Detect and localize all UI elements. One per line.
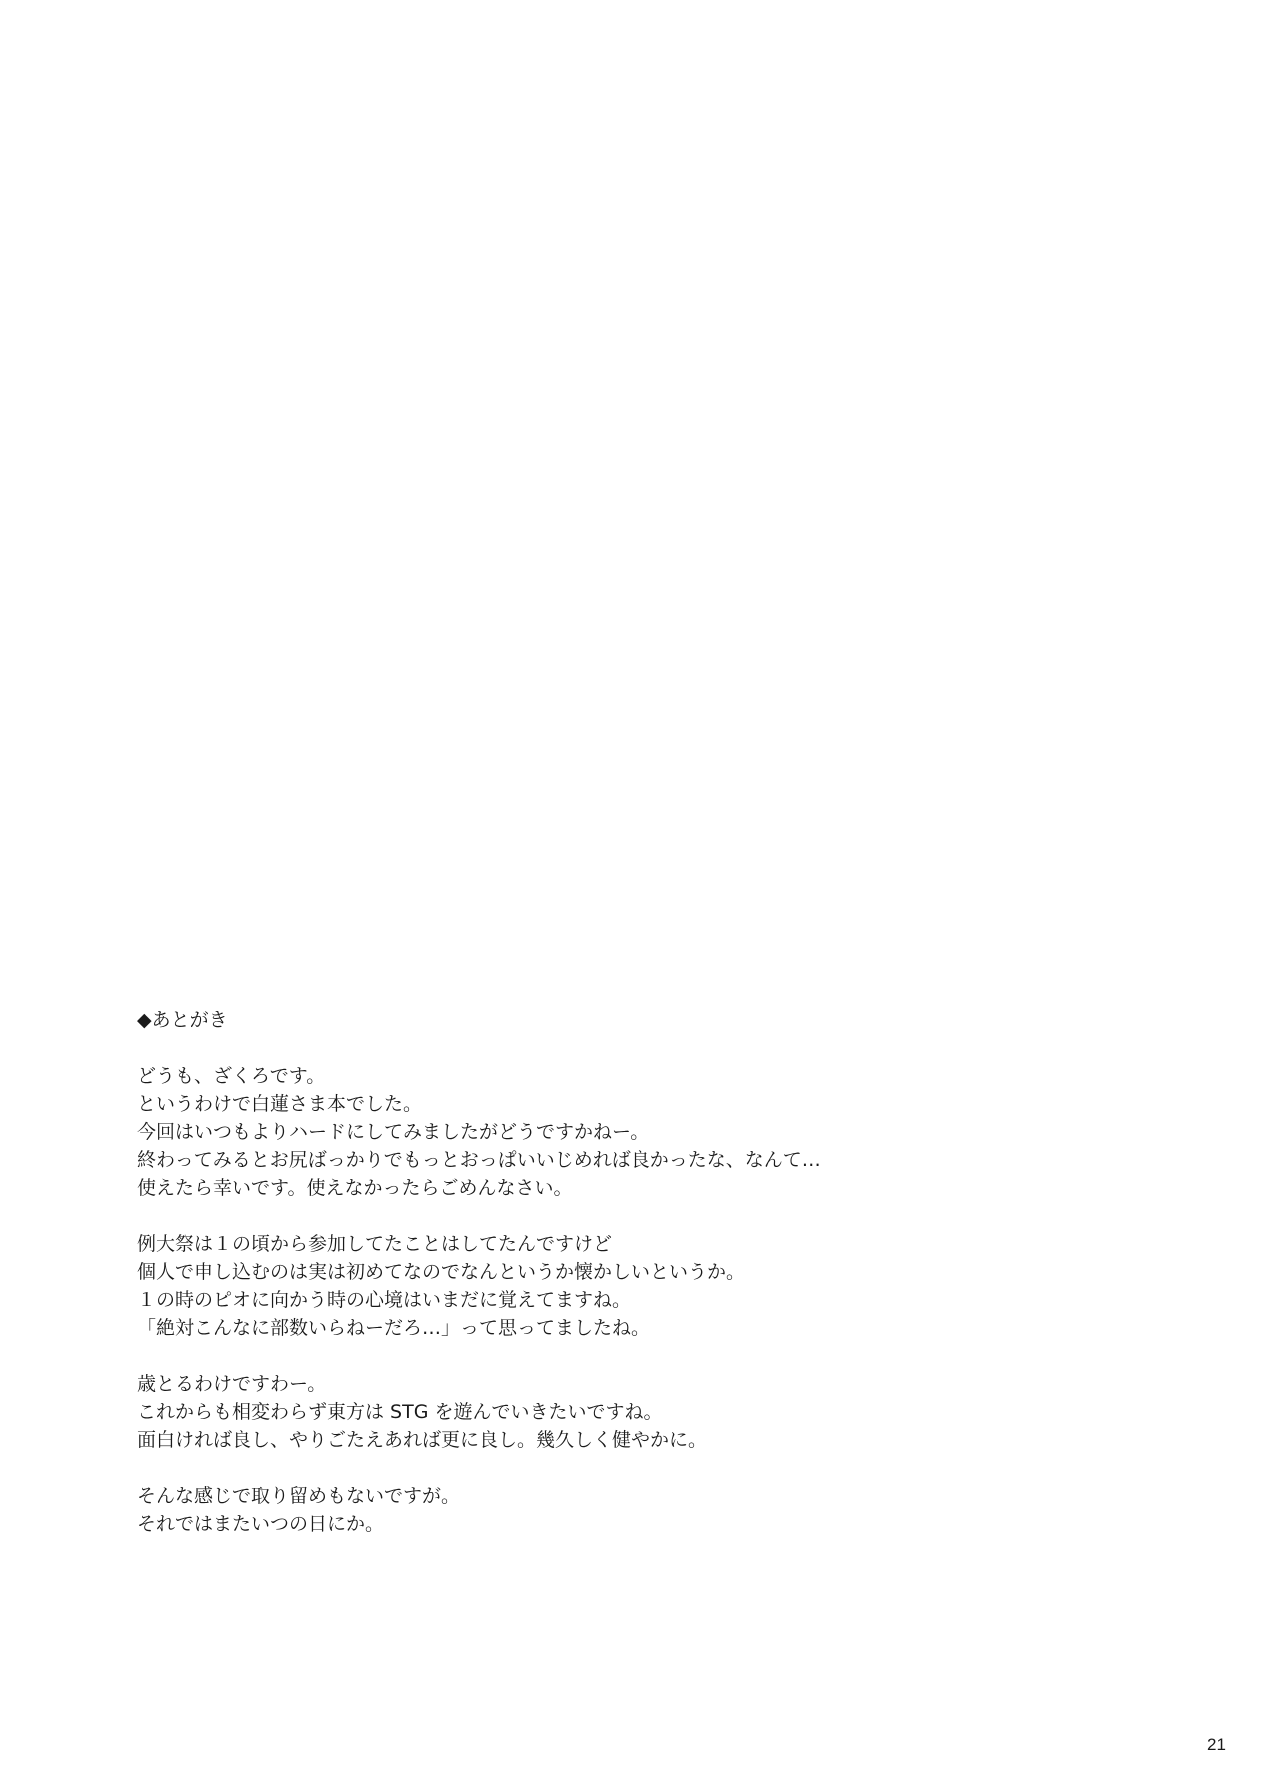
paragraph-4: [137, 1482, 1037, 1538]
text-line: どうも、ざくろです。: [137, 1065, 326, 1087]
text-line: 終わってみるとお尻ばっかりでもっとおっぱいいじめれば良かったな、なんて…: [137, 1149, 821, 1171]
text-line: 使えたら幸いです。使えなかったらごめんなさい。: [137, 1177, 573, 1199]
page-number: 21: [1207, 1735, 1226, 1754]
text-line: １の時のピオに向かう時の心境はいまだに覚えてますね。: [137, 1289, 632, 1311]
text-line: というわけで白蓮さま本でした。: [137, 1093, 423, 1115]
paragraph-3: [137, 1370, 1037, 1454]
text-line: 今回はいつもよりハードにしてみましたがどうですかねー。: [137, 1121, 650, 1143]
afterword-section: [137, 1006, 1037, 1538]
paragraph-2: [137, 1230, 1037, 1342]
text-line: 歳とるわけですわー。: [137, 1373, 327, 1395]
text-line: 個人で申し込むのは実は初めてなのでなんというか懐かしいというか。: [137, 1261, 746, 1283]
text-line: 面白ければ良し、やりごたえあれば更に良し。幾久しく健やかに。: [137, 1429, 708, 1451]
paragraph-1: [137, 1062, 1037, 1202]
text-line: それではまたいつの日にか。: [137, 1513, 385, 1535]
text-line: 例大祭は１の頃から参加してたことはしてたんですけど: [137, 1233, 613, 1255]
afterword-heading: ◆あとがき: [137, 1009, 228, 1031]
text-line: そんな感じで取り留めもないですが。: [137, 1485, 461, 1507]
text-line: これからも相変わらず東方は STG を遊んでいきたいですね。: [137, 1401, 663, 1423]
text-line: 「絶対こんなに部数いらねーだろ…」って思ってましたね。: [137, 1317, 651, 1339]
